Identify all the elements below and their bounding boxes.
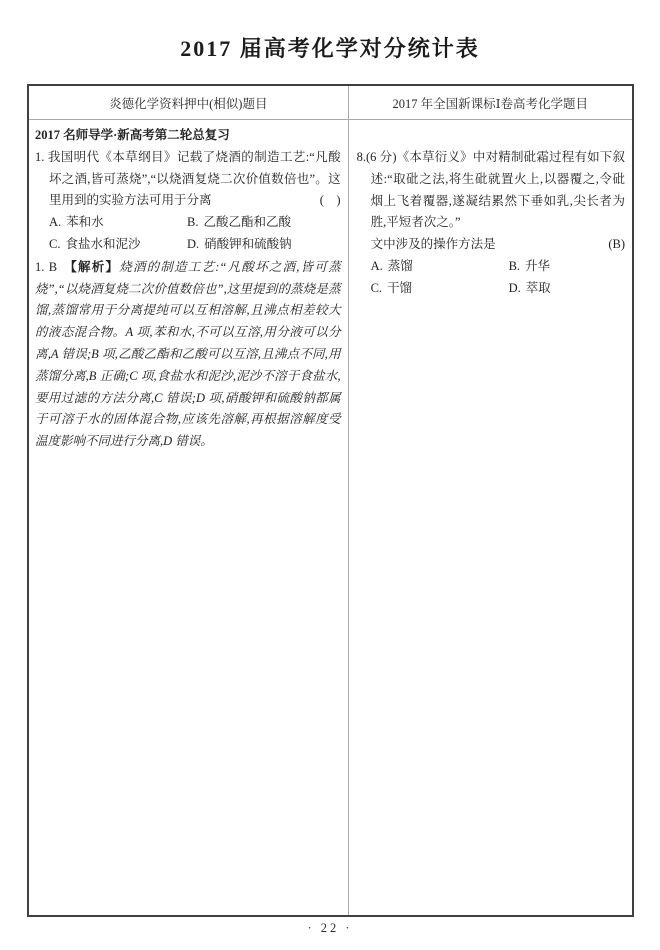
question-8	[357, 147, 625, 234]
question-1-options	[35, 212, 341, 256]
left-column-cell	[29, 120, 349, 915]
right-column-cell	[349, 120, 632, 915]
table-header-row	[29, 86, 632, 120]
option-text: 升华	[525, 258, 551, 273]
answer-number: 1. B	[35, 259, 58, 274]
question-8-stem-line	[357, 234, 625, 256]
option-label: C.	[370, 280, 383, 295]
question-1-answer-bracket: ( )	[319, 193, 341, 208]
option-text: 乙酸乙酯和乙酸	[203, 215, 291, 230]
question-1-text: 1. 我国明代《本草纲目》记载了烧酒的制造工艺:“凡酸坏之酒,皆可蒸烧”,“以烧酒复烧二次价值数倍也”。这里用到的实验方法可用于分离	[35, 149, 341, 208]
option-text: 苯和水	[66, 215, 104, 230]
option-text: 萃取	[525, 280, 551, 295]
option-label: D.	[187, 236, 200, 251]
table-body-row	[29, 120, 632, 915]
question-8-text: 8.(6 分)《本草衍义》中对精制砒霜过程有如下叙述:“取砒之法,将生砒就置火上,以器覆之,令砒烟上飞着覆器,遂凝结累然下垂如乳,尖长者为胜,平短者次之。”	[356, 150, 625, 230]
analysis-label: 【解析】	[63, 259, 120, 274]
option-text: 硝酸钾和硫酸钠	[204, 236, 292, 251]
question-1-option-c	[49, 234, 187, 256]
option-text: 食盐水和泥沙	[65, 236, 141, 251]
option-label: A.	[370, 258, 383, 273]
question-8-option-a	[371, 256, 509, 278]
table-header-right: 2017 年全国新课标Ⅰ卷高考化学题目	[392, 96, 589, 111]
option-label: B.	[508, 258, 521, 273]
option-text: 蒸馏	[387, 258, 413, 273]
question-8-answer-bracket: (B)	[608, 237, 625, 252]
question-8-stem: 文中涉及的操作方法是	[370, 237, 496, 252]
option-label: D.	[508, 280, 521, 295]
option-label: A.	[49, 215, 62, 230]
question-8-option-d	[509, 278, 625, 300]
question-8-option-b	[509, 256, 625, 278]
question-8-option-c	[371, 278, 509, 300]
page-number: · 22 ·	[307, 921, 353, 935]
question-1-analysis	[35, 257, 341, 453]
question-1-option-d	[187, 234, 341, 256]
option-label: C.	[49, 236, 61, 251]
question-8-options	[357, 256, 625, 300]
page-title: 2017 届高考化学对分统计表	[180, 36, 480, 61]
statistics-table	[27, 84, 634, 917]
book-title: 2017 名师导学·新高考第二轮总复习	[35, 128, 230, 142]
question-1-option-a	[49, 212, 187, 234]
question-1-option-b	[187, 212, 341, 234]
option-text: 干馏	[387, 280, 413, 295]
analysis-text: 烧酒的制造工艺:“凡酸坏之酒,皆可蒸烧”,“以烧酒复烧二次价值数倍也”,这里提到的蒸烧是蒸馏,蒸馏常用于分离提纯可以互相溶解,且沸点相差较大的液态混合物。A 项,苯和水,不可以互溶,用分液可以分离,A 错误;B 项,乙酸乙酯和乙酸可以互溶,且沸点不同,用蒸馏分离,B 正确;C 项,食盐水和泥沙,泥沙不溶于食盐水,要用过滤的方法分离,C 错误;D 项,硝酸钾和硫酸钠都属于可溶于水的固体混合物,应该先溶解,再根据溶解度受温度影响不同进行分离,D 错误。	[35, 259, 341, 449]
table-header-left: 炎德化学资料押中(相似)题目	[29, 86, 349, 119]
option-label: B.	[187, 215, 199, 230]
question-1	[35, 147, 341, 212]
